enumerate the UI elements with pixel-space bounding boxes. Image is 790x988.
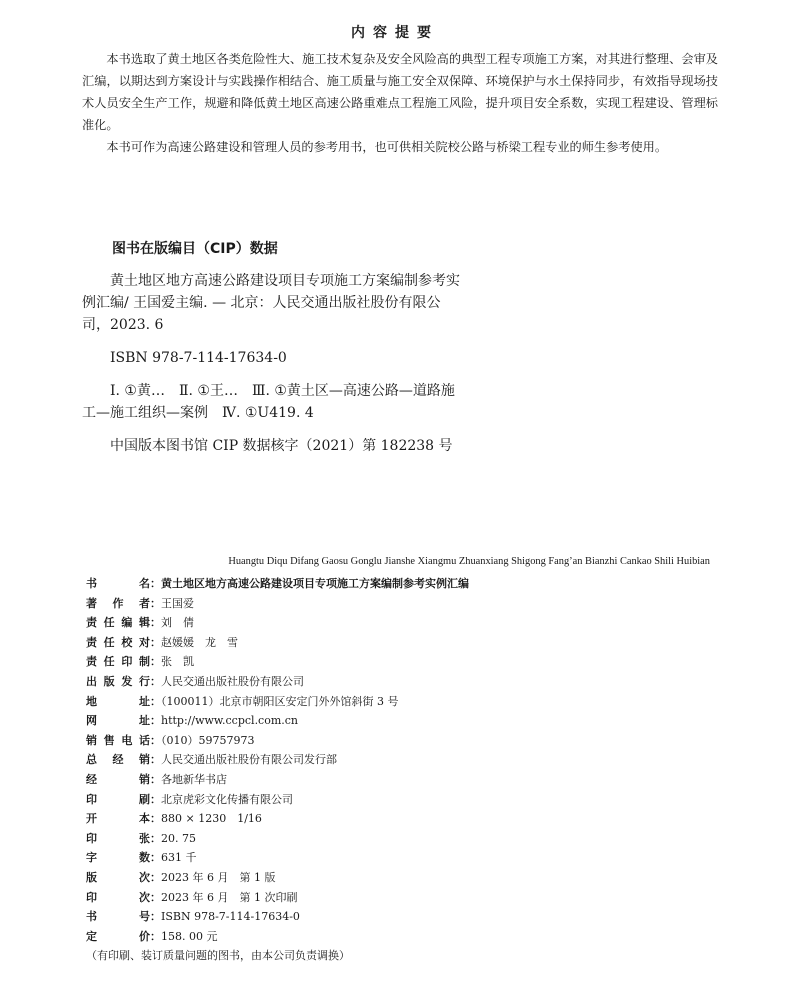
colophon-row-format: 开本：880 × 1230 1/16 [86, 809, 469, 829]
quality-notice: （有印刷、装订质量问题的图书，由本公司负责调换） [86, 949, 350, 963]
colophon-label: 定价 [86, 929, 150, 943]
colophon-label: 网址 [86, 714, 150, 728]
cip-heading: 图书在版编目（CIP）数据 [112, 241, 278, 257]
colophon-label: 开本 [86, 812, 150, 826]
colophon-label: 总经销 [86, 753, 150, 767]
colophon-label: 著作者 [86, 596, 150, 610]
colophon-row-proofreader: 责任校对：赵媛媛 龙 雪 [86, 633, 469, 653]
cip-isbn-line: ISBN 978-7-114-17634-0 [110, 350, 287, 366]
colophon-row-price: 定价：158. 00 元 [86, 927, 469, 947]
colophon-label: 书号 [86, 910, 150, 924]
colophon-row-edition: 版次：2023 年 6 月 第 1 版 [86, 868, 469, 888]
abstract-paragraph: 本书选取了黄土地区各类危险性大、施工技术复杂及安全风险高的典型工程专项施工方案，对其进行整理、会审及汇编，以期达到方案设计与实践操作相结合、施工质量与施工安全双保障、环境保护与水土保持同步，有效指导现场技术人员安全生产工作，规避和降低黄土地区高速公路重难点工程施工风险，提升项目安全系数，实现工程建设、管理标准化。 [82, 52, 718, 132]
cip-record-number-line: 中国版本图书馆 CIP 数据核字（2021）第 182238 号 [110, 438, 453, 454]
colophon-label: 书名 [86, 577, 150, 590]
colophon-label: 责任校对 [86, 635, 150, 649]
colophon-value: 王国爱 [161, 596, 194, 610]
colophon-row-impression: 印次：2023 年 6 月 第 1 次印刷 [86, 888, 469, 908]
colophon-value: 20. 75 [161, 831, 196, 845]
colophon-label: 版次 [86, 870, 150, 884]
colophon-label: 经销 [86, 772, 150, 786]
colophon-row-website: 网址：http://www.ccpcl.com.cn [86, 711, 469, 731]
colophon-value: 158. 00 元 [161, 929, 218, 943]
colophon-value: 880 × 1230 1/16 [161, 812, 262, 826]
colophon-value: （010）59757973 [161, 733, 255, 747]
cip-title-line: 黄土地区地方高速公路建设项目专项施工方案编制参考实例汇编/ 王国爱主编. — 北京：人民交通出版社股份有限公司，2023. 6 [82, 273, 460, 333]
colophon-row-address: 地址：（100011）北京市朝阳区安定门外外馆斜街 3 号 [86, 692, 469, 712]
cip-block [82, 270, 462, 468]
colophon-value: http://www.ccpcl.com.cn [161, 714, 299, 728]
colophon-label: 地址 [86, 694, 150, 708]
colophon-row-editor: 责任编辑：刘 倩 [86, 613, 469, 633]
colophon-row-printer: 印刷：北京虎彩文化传播有限公司 [86, 790, 469, 810]
colophon-label: 出版发行 [86, 674, 150, 688]
abstract-body [82, 48, 718, 158]
colophon-value: ISBN 978-7-114-17634-0 [161, 910, 300, 924]
colophon [86, 574, 469, 966]
colophon-value: （100011）北京市朝阳区安定门外外馆斜街 3 号 [161, 694, 399, 708]
colophon-value: 2023 年 6 月 第 1 版 [161, 870, 276, 884]
colophon-value: 人民交通出版社股份有限公司发行部 [161, 753, 337, 767]
colophon-value: 631 千 [161, 851, 197, 865]
colophon-value: 人民交通出版社股份有限公司 [161, 674, 304, 688]
colophon-value: 刘 倩 [161, 616, 194, 630]
pinyin-title: Huangtu Diqu Difang Gaosu Gonglu Jianshe Xiangmu Zhuanxiang Shigong Fang’an Bianzhi Cankao Shili Huibian [228, 556, 710, 567]
colophon-value: 2023 年 6 月 第 1 次印刷 [161, 890, 298, 904]
colophon-label: 责任编辑 [86, 616, 150, 630]
colophon-row-sales-phone: 销售电话：（010）59757973 [86, 731, 469, 751]
colophon-row-publisher: 出版发行：人民交通出版社股份有限公司 [86, 672, 469, 692]
colophon-value: 北京虎彩文化传播有限公司 [161, 792, 293, 806]
abstract-title: 内容提要 [351, 25, 439, 41]
colophon-value: 黄土地区地方高速公路建设项目专项施工方案编制参考实例汇编 [161, 577, 469, 590]
colophon-label: 销售电话 [86, 733, 150, 747]
colophon-label: 责任印制 [86, 655, 150, 669]
colophon-label: 印刷 [86, 792, 150, 806]
cip-classification-line: Ⅰ. ①黄… Ⅱ. ①王… Ⅲ. ①黄土区—高速公路—道路施工—施工组织—案例 Ⅳ. ①U419. 4 [82, 383, 455, 421]
colophon-row-sheets: 印张：20. 75 [86, 829, 469, 849]
colophon-label: 印张 [86, 831, 150, 845]
colophon-row-isbn: 书号：ISBN 978-7-114-17634-0 [86, 907, 469, 927]
colophon-row-distributor: 经销：各地新华书店 [86, 770, 469, 790]
colophon-row-author: 著作者：王国爱 [86, 594, 469, 614]
colophon-label: 印次 [86, 890, 150, 904]
colophon-row-general-distributor: 总经销：人民交通出版社股份有限公司发行部 [86, 750, 469, 770]
colophon-row-title: 书名：黄土地区地方高速公路建设项目专项施工方案编制参考实例汇编 [86, 574, 469, 594]
colophon-label: 字数 [86, 851, 150, 865]
colophon-row-word-count: 字数：631 千 [86, 848, 469, 868]
abstract-paragraph: 本书可作为高速公路建设和管理人员的参考用书，也可供相关院校公路与桥梁工程专业的师生参考使用。 [106, 140, 668, 154]
colophon-value: 赵媛媛 龙 雪 [161, 635, 238, 649]
colophon-row-print-manager: 责任印制：张 凯 [86, 652, 469, 672]
colophon-value: 张 凯 [161, 655, 194, 669]
colophon-value: 各地新华书店 [161, 772, 227, 786]
